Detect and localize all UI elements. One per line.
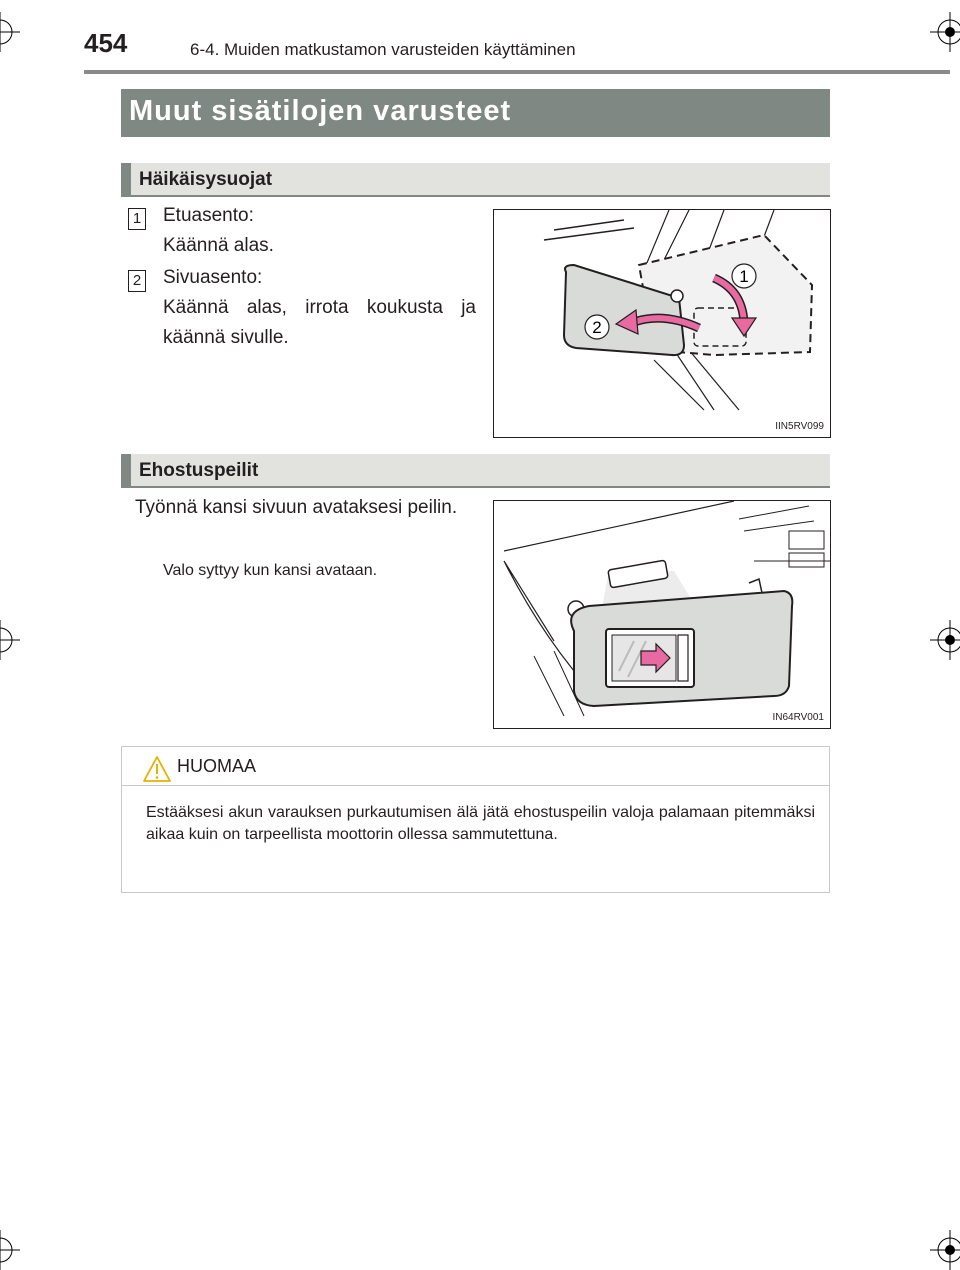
sun-visor-figure bbox=[493, 209, 831, 438]
section-title: Muut sisätilojen varusteet bbox=[121, 89, 830, 137]
notice-label: HUOMAA bbox=[177, 756, 257, 776]
step-1-instruction: Käännä alas. bbox=[163, 235, 274, 256]
crop-mark-mid-left bbox=[0, 620, 20, 660]
notice-header bbox=[122, 747, 829, 786]
figure-callout-2: 2 bbox=[592, 318, 602, 337]
header-rule bbox=[84, 70, 950, 74]
running-header: 6-4. Muiden matkustamon varusteiden käyttäminen bbox=[190, 40, 576, 59]
figure-code-sun-visor: IIN5RV099 bbox=[775, 421, 824, 432]
figure-code-vanity-mirror: IN64RV001 bbox=[772, 712, 824, 723]
vanity-mirror-instruction: Työnnä kansi sivuun avataksesi peilin. bbox=[135, 497, 458, 518]
crop-mark-top-right bbox=[930, 12, 960, 52]
step-1-text bbox=[163, 201, 483, 261]
vanity-mirror-note: Valo syttyy kun kansi avataan. bbox=[163, 562, 378, 579]
page-number: 454 bbox=[84, 28, 128, 58]
crop-mark-mid-right bbox=[930, 620, 960, 660]
subsection-heading-sun-visors: Häikäisysuojat bbox=[121, 163, 830, 197]
crop-mark-bottom-left bbox=[0, 1230, 20, 1270]
step-1-title: Etuasento: bbox=[163, 205, 254, 226]
step-2-text bbox=[163, 263, 476, 353]
crop-mark-top-left bbox=[0, 12, 20, 52]
notice-text: Estääksesi akun varauksen purkautumisen älä jätä ehostuspeilin valoja palamaan pitemmäksi aikaa kuin on tarpeellista moottorin ollessa sammutettuna. bbox=[146, 804, 815, 843]
step-2-instruction: Käännä alas, irrota koukusta ja käännä sivulle. bbox=[163, 297, 476, 348]
notice-box bbox=[121, 746, 830, 893]
figure-callout-1: 1 bbox=[739, 267, 749, 286]
step-2-title: Sivuasento: bbox=[163, 267, 263, 288]
warning-triangle-icon bbox=[142, 755, 172, 783]
vanity-mirror-illustration bbox=[494, 501, 830, 728]
sun-visor-illustration bbox=[494, 210, 830, 437]
step-number-1: 1 bbox=[128, 208, 146, 230]
vanity-mirror-figure bbox=[493, 500, 831, 729]
step-number-2: 2 bbox=[128, 270, 146, 292]
crop-mark-bottom-right bbox=[930, 1230, 960, 1270]
subsection-heading-vanity-mirrors: Ehostuspeilit bbox=[121, 454, 830, 488]
